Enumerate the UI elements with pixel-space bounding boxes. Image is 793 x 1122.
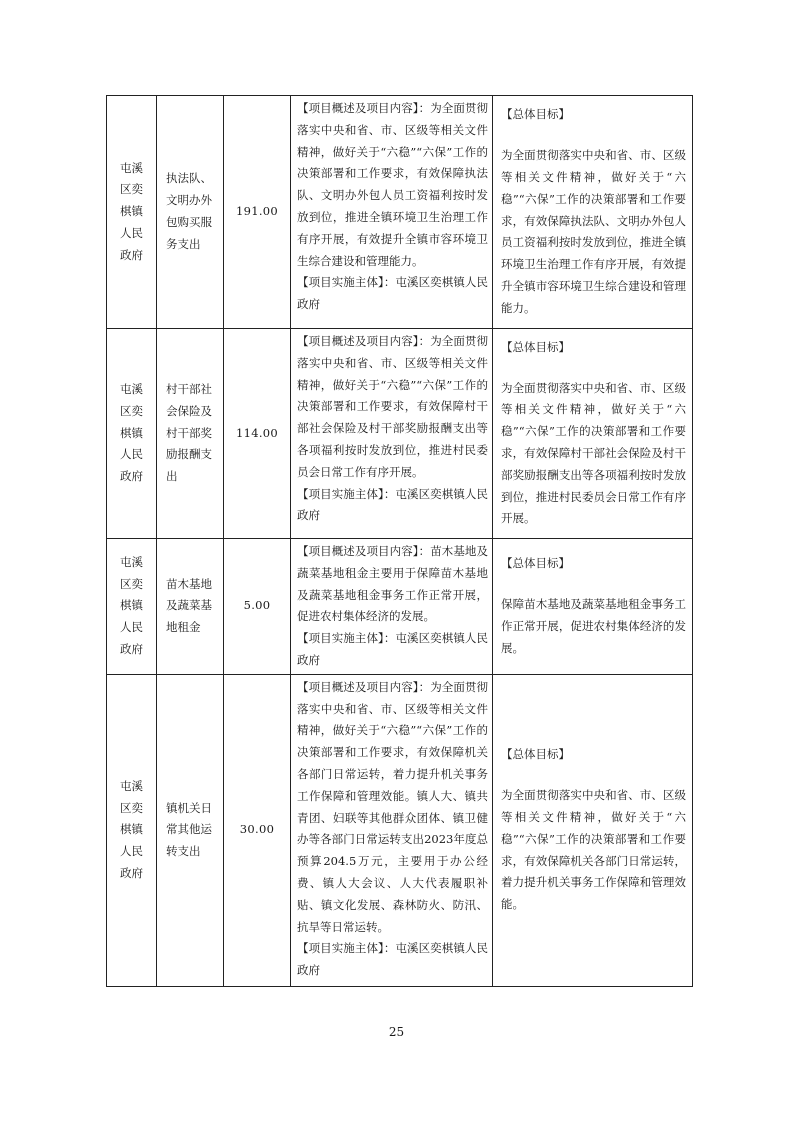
implementer-label: 【项目实施主体】： bbox=[297, 941, 396, 956]
implementer-label: 【项目实施主体】： bbox=[297, 275, 396, 290]
project-name-cell bbox=[157, 674, 224, 986]
goal-label: 【总体目标】 bbox=[501, 107, 570, 122]
description-cell bbox=[291, 674, 493, 986]
amount-cell: 5.00 bbox=[224, 539, 291, 675]
unit-text: 屯溪区奕棋镇人民政府 bbox=[120, 382, 143, 484]
description-cell bbox=[291, 539, 493, 675]
implementer-text: 屯溪区奕棋镇人民政府 bbox=[297, 275, 488, 312]
table-row bbox=[107, 96, 693, 329]
project-name-text: 村干部社会保险及村干部奖励报酬支出 bbox=[166, 382, 212, 484]
unit-cell bbox=[107, 96, 157, 329]
overview-label: 【项目概述及项目内容】： bbox=[297, 544, 431, 558]
project-name-cell bbox=[157, 539, 224, 675]
goal-cell bbox=[493, 329, 693, 539]
goal-cell bbox=[493, 674, 693, 986]
implementer-label: 【项目实施主体】： bbox=[297, 631, 396, 646]
unit-text: 屯溪区奕棋镇人民政府 bbox=[120, 554, 143, 657]
unit-cell bbox=[107, 539, 157, 675]
goal-text: 为全面贯彻落实中央和省、市、区级等相关文件精神，做好关于“六稳”“六保”工作的决策部署和工作要求，有效保障执法队、文明办外包人员工资福利按时发放到位，推进全镇环境卫生治理工作有序开展，有效提升全镇市容环境卫生综合建设和管理能力。 bbox=[501, 148, 686, 315]
goal-text: 为全面贯彻落实中央和省、市、区级等相关文件精神，做好关于“六稳”“六保”工作的决策部署和工作要求，有效保障机关各部门日常运转，着力提升机关事务工作保障和管理效能。 bbox=[501, 788, 686, 912]
project-name-cell bbox=[157, 329, 224, 539]
goal-cell bbox=[493, 96, 693, 329]
goal-label: 【总体目标】 bbox=[501, 556, 570, 571]
goal-label: 【总体目标】 bbox=[501, 747, 570, 762]
description-cell bbox=[291, 329, 493, 539]
overview-label: 【项目概述及项目内容】： bbox=[297, 101, 431, 115]
description-cell bbox=[291, 96, 493, 329]
table-row bbox=[107, 329, 693, 539]
overview-text: 苗木基地及蔬菜基地租金主要用于保障苗木基地及蔬菜基地租金事务工作正常开展，促进农村集体经济的发展。 bbox=[297, 544, 488, 624]
overview-label: 【项目概述及项目内容】： bbox=[297, 679, 431, 694]
amount-cell: 191.00 bbox=[224, 96, 291, 329]
amount-cell: 114.00 bbox=[224, 329, 291, 539]
table-row bbox=[107, 674, 693, 986]
overview-text: 为全面贯彻落实中央和省、市、区级等相关文件精神，做好关于“六稳”“六保”工作的决策部署和工作要求，有效保障执法队、文明办外包人员工资福利按时发放到位，推进全镇环境卫生治理工作有序开展，有效提升全镇市容环境卫生综合建设和管理能力。 bbox=[297, 101, 488, 268]
overview-label: 【项目概述及项目内容】： bbox=[297, 334, 431, 348]
page-number: 25 bbox=[388, 1025, 405, 1039]
unit-text: 屯溪区奕棋镇人民政府 bbox=[120, 160, 143, 262]
table-row bbox=[107, 539, 693, 675]
unit-cell bbox=[107, 674, 157, 986]
implementer-label: 【项目实施主体】： bbox=[297, 486, 396, 501]
goal-text: 保障苗木基地及蔬菜基地租金事务工作正常开展，促进农村集体经济的发展。 bbox=[501, 597, 686, 655]
goal-label: 【总体目标】 bbox=[501, 339, 570, 354]
goal-text: 为全面贯彻落实中央和省、市、区级等相关文件精神，做好关于“六稳”“六保”工作的决策部署和工作要求，有效保障村干部社会保险及村干部奖励报酬支出等各项福利按时发放到位，推进村民委员会日常工作有序开展。 bbox=[501, 380, 686, 526]
implementer-text: 屯溪区奕棋镇人民政府 bbox=[297, 941, 488, 978]
unit-cell bbox=[107, 329, 157, 539]
goal-cell bbox=[493, 539, 693, 675]
amount-cell: 30.00 bbox=[224, 674, 291, 986]
overview-text: 为全面贯彻落实中央和省、市、区级等相关文件精神，做好关于“六稳”“六保”工作的决策部署和工作要求，有效保障村干部社会保险及村干部奖励报酬支出等各项福利按时发放到位，推进村民委员会日常工作有序开展。 bbox=[297, 334, 488, 479]
implementer-text: 屯溪区奕棋镇人民政府 bbox=[297, 631, 488, 667]
unit-text: 屯溪区奕棋镇人民政府 bbox=[120, 778, 143, 880]
project-name-text: 执法队、文明办外包购买服务支出 bbox=[166, 171, 212, 251]
implementer-text: 屯溪区奕棋镇人民政府 bbox=[297, 486, 488, 523]
overview-text: 为全面贯彻落实中央和省、市、区级等相关文件精神，做好关于“六稳”“六保”工作的决策部署和工作要求，有效保障机关各部门日常运转，着力提升机关事务工作保障和管理效能。镇人大、镇共青团、妇联等其他群众团体、镇卫健办等各部门日常运转支出2023年度总预算204.5万元，主要用于办公经费、镇人大会议、人大代表履职补贴、镇文化发展、森林防火、防汛、抗旱等日常运转。 bbox=[297, 679, 488, 934]
project-name-text: 镇机关日常其他运转支出 bbox=[166, 800, 212, 859]
project-name-cell bbox=[157, 96, 224, 329]
project-name-text: 苗木基地及蔬菜基地租金 bbox=[166, 576, 212, 635]
project-budget-table bbox=[106, 95, 693, 987]
